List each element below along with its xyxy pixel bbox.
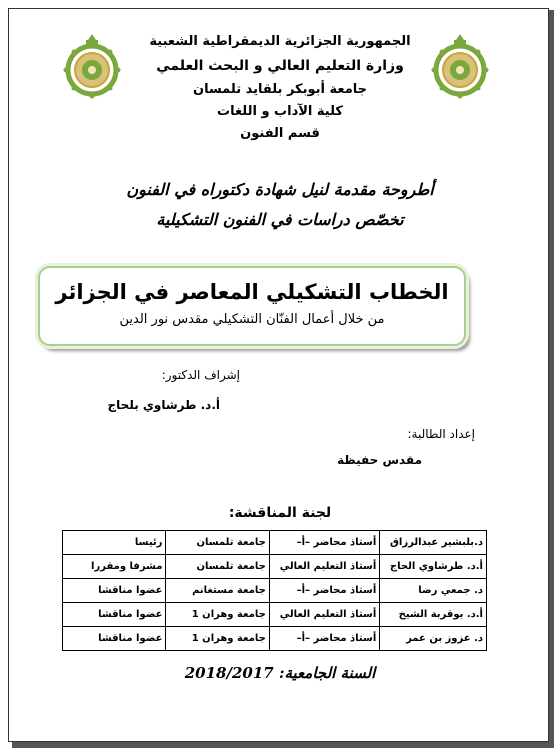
page-shadow-bottom	[12, 742, 554, 748]
member-name: أ.د. بوقربة الشيخ	[380, 603, 487, 627]
member-university: جامعة مستغانم	[166, 579, 269, 603]
member-role: رئيسا	[63, 531, 166, 555]
page-shadow-right	[549, 10, 554, 748]
supervision-label: إشراف الدكتور:	[161, 368, 240, 382]
academic-year-label: السنة الجامعية:	[278, 664, 376, 682]
title-box	[38, 266, 466, 346]
specialty-line: تخصّص دراسات في الفنون التشكيلية	[156, 210, 404, 229]
committee-row	[63, 555, 487, 579]
student-name: مقدس حفيظة	[337, 453, 422, 467]
republic-name: الجمهورية الجزائرية الديمقراطية الشعبية	[149, 34, 411, 49]
member-university: جامعة تلمسان	[166, 531, 269, 555]
member-rank: أستاذ التعليم العالي	[269, 555, 379, 579]
member-rank: أستاذ التعليم العالي	[269, 603, 379, 627]
thesis-title: الخطاب التشكيلي المعاصر في الجزائر	[55, 280, 449, 304]
member-rank: أستاذ محاضر –أ–	[269, 531, 379, 555]
member-rank: أستاذ محاضر –أ–	[269, 579, 379, 603]
academic-year	[160, 664, 400, 682]
university-emblem-left-icon	[62, 30, 122, 100]
member-name: أ.د. طرشاوي الحاج	[380, 555, 487, 579]
member-role: عضوا مناقشا	[63, 627, 166, 651]
faculty-name: كلية الآداب و اللغات	[217, 104, 343, 119]
thesis-subtitle: من خلال أعمال الفنّان التشكيلي مقدس نور الدين	[119, 312, 385, 327]
member-role: مشرفا ومقررا	[63, 555, 166, 579]
degree-line: أطروحة مقدمة لنيل شهادة دكتوراه في الفنون	[126, 180, 434, 199]
supervisor-name: أ.د. طرشاوي بلحاج	[107, 398, 220, 412]
committee-table	[62, 530, 487, 651]
department-name: قسم الفنون	[240, 126, 320, 141]
member-university: جامعة تلمسان	[166, 555, 269, 579]
committee-row	[63, 531, 487, 555]
university-name: جامعة أبوبكر بلقايد تلمسان	[192, 82, 368, 97]
academic-year-value: 2018/2017	[184, 664, 274, 682]
member-role: عضوا مناقشا	[63, 603, 166, 627]
committee-row	[63, 627, 487, 651]
committee-title: لجنة المناقشة:	[228, 505, 332, 521]
member-role: عضوا مناقشا	[63, 579, 166, 603]
ministry-name: وزارة التعليم العالي و البحث العلمي	[156, 58, 404, 74]
member-name: د.بلبشير عبدالرزاق	[380, 531, 487, 555]
committee-row	[63, 579, 487, 603]
preparation-label: إعداد الطالبة:	[407, 427, 475, 441]
member-name: د. جمعي رضا	[380, 579, 487, 603]
member-university: جامعة وهران 1	[166, 603, 269, 627]
committee-row	[63, 603, 487, 627]
member-name: د. عزوز بن عمر	[380, 627, 487, 651]
member-university: جامعة وهران 1	[166, 627, 269, 651]
member-rank: أستاذ محاضر –أ–	[269, 627, 379, 651]
